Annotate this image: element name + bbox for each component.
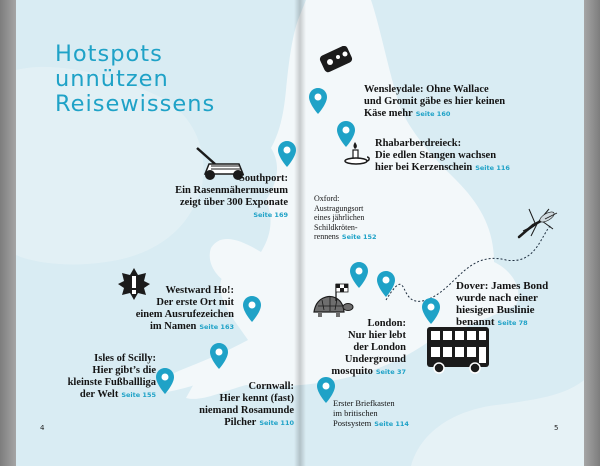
- entry-line: und Gromit gäbe es hier keinen: [364, 96, 506, 107]
- page-reference[interactable]: Seite 114: [374, 420, 409, 428]
- entry-line: Ein Rasenmähermuseum: [175, 185, 288, 196]
- page-reference[interactable]: Seite 163: [199, 323, 234, 331]
- entry-line: benannt: [456, 316, 495, 328]
- title-line-1: Hotspots: [55, 41, 163, 67]
- entry-line: einem Ausrufezeichen: [135, 309, 234, 320]
- candle-icon: [343, 140, 371, 166]
- entry-line: hiesigen Buslinie: [456, 304, 535, 316]
- map-pin-icon: [156, 368, 174, 394]
- map-pin-icon: [422, 298, 440, 324]
- entry-line: zeigt über 300 Exponate: [179, 197, 288, 208]
- page-number-right: 5: [554, 424, 559, 432]
- book-edge-right: [584, 0, 600, 466]
- page-reference[interactable]: Seite 78: [497, 319, 528, 327]
- book-gutter: [294, 0, 306, 466]
- entry-line: Cornwall:: [248, 381, 294, 392]
- entry-letterbox: [333, 398, 409, 429]
- entry-line: Schildkröten-: [314, 222, 358, 232]
- map-pin-icon: [377, 271, 395, 297]
- entry-southport: [174, 173, 288, 221]
- page-reference[interactable]: Seite 37: [375, 368, 406, 376]
- entry-line: Wensleydale: Ohne Wallace: [364, 84, 489, 95]
- entry-line: Postsystem: [333, 418, 372, 428]
- entry-london: [326, 318, 406, 378]
- map-pin-icon: [243, 296, 261, 322]
- entry-line: Hier kennt (fast): [219, 393, 294, 404]
- page-reference[interactable]: Seite 152: [341, 233, 377, 241]
- entry-line: Rhabarberdreieck:: [375, 138, 462, 149]
- double-decker-bus-icon: [425, 325, 491, 375]
- entry-line: im britischen: [333, 408, 378, 418]
- map-pin-icon: [210, 343, 228, 369]
- entry-line: Erster Briefkasten: [333, 398, 395, 408]
- entry-line: Käse mehr: [364, 108, 413, 119]
- entry-line: Westward Ho!:: [165, 285, 234, 296]
- entry-line: Nur hier lebt: [348, 330, 406, 341]
- page-reference[interactable]: Seite 116: [475, 164, 510, 172]
- entry-cornwall: [190, 381, 294, 429]
- entry-westward-ho: [120, 285, 234, 333]
- entry-line: Pilcher: [224, 417, 257, 428]
- entry-line: Isles of Scilly:: [94, 353, 156, 364]
- page-title: [55, 42, 215, 117]
- title-line-2: unnützen: [55, 66, 169, 92]
- map-pin-icon: [309, 88, 327, 114]
- entry-isles-of-scilly: [36, 353, 156, 401]
- entry-line: Southport:: [238, 173, 288, 184]
- entry-line: hier bei Kerzenschein: [375, 162, 473, 173]
- entry-rhabarberdreieck: [375, 138, 510, 174]
- book-edge-left: [0, 0, 16, 466]
- cheese-sign-icon: [318, 46, 356, 76]
- page-reference[interactable]: Seite 155: [121, 391, 156, 399]
- entry-line: London:: [367, 318, 406, 329]
- entry-line: Dover: James Bond: [456, 280, 549, 292]
- entry-line: mosquito: [331, 366, 373, 377]
- france-land: [411, 380, 584, 466]
- entry-line: im Namen: [149, 321, 197, 332]
- entry-line: Der erste Ort mit: [156, 297, 234, 308]
- title-line-3: Reisewissens: [55, 91, 216, 117]
- entry-line: der Welt: [79, 389, 119, 400]
- entry-line: Oxford:: [314, 194, 340, 203]
- page-reference[interactable]: Seite 110: [259, 419, 294, 427]
- entry-line: niemand Rosamunde: [199, 405, 294, 416]
- wales-land: [210, 239, 261, 286]
- mosquito-icon: [515, 205, 559, 241]
- entry-line: kleinste Fußballliga: [67, 377, 156, 388]
- entry-oxford: [314, 194, 377, 243]
- checkered-flag-icon: [334, 282, 356, 302]
- page-number-left: 4: [40, 424, 45, 432]
- entry-line: Underground: [344, 354, 406, 365]
- entry-line: rennens: [314, 232, 339, 241]
- entry-line: wurde nach einer: [456, 292, 538, 304]
- entry-wensleydale: [364, 84, 505, 120]
- page-reference[interactable]: Seite 160: [415, 110, 451, 118]
- map-pin-icon: [278, 141, 296, 167]
- entry-line: Hier gibt’s die: [92, 365, 156, 376]
- page-reference[interactable]: Seite 169: [253, 211, 288, 219]
- entry-line: der London: [353, 342, 406, 353]
- entry-line: eines jährlichen: [314, 213, 365, 222]
- entry-dover: [456, 280, 548, 329]
- entry-line: Die edlen Stangen wachsen: [375, 150, 497, 161]
- entry-line: Austragungsort: [314, 203, 364, 213]
